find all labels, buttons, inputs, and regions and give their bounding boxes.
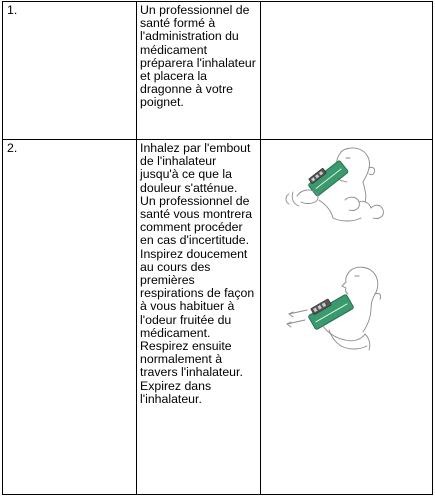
- step-number-cell: [3, 140, 137, 495]
- step-number-cell: [3, 2, 137, 140]
- step-text: Inhalez par l'embout de l'inhalateur jusqu'à ce que la douleur s'atténue. Un professionnel de santé vous montrera comment procéder en cas d'incertitude. Inspirez doucement au cours des premières respirations de façon à vous habituer à l'odeur fruitée du médicament. Respirez ensuite normalement à travers l'inhalateur. Expirez dans l'inhalateur.: [140, 141, 255, 406]
- step-text-cell: [137, 140, 261, 495]
- inhaler-illustration-hands: [283, 144, 399, 230]
- table-row: [3, 2, 433, 140]
- inhaler-device: [306, 290, 355, 330]
- step-text: Un professionnel de santé formé à l'administration du médicament préparera l'inhalateur et placera la dragonne à votre poignet.: [140, 3, 256, 110]
- table-row: [3, 140, 433, 495]
- step-image-cell: [261, 2, 433, 140]
- instructions-table: [2, 1, 433, 495]
- inhaler-illustration-mouth: [283, 260, 399, 360]
- step-text-cell: [137, 2, 261, 140]
- step-number: 2.: [7, 141, 18, 155]
- step-image-cell: [261, 140, 433, 495]
- step-number: 1.: [7, 3, 18, 17]
